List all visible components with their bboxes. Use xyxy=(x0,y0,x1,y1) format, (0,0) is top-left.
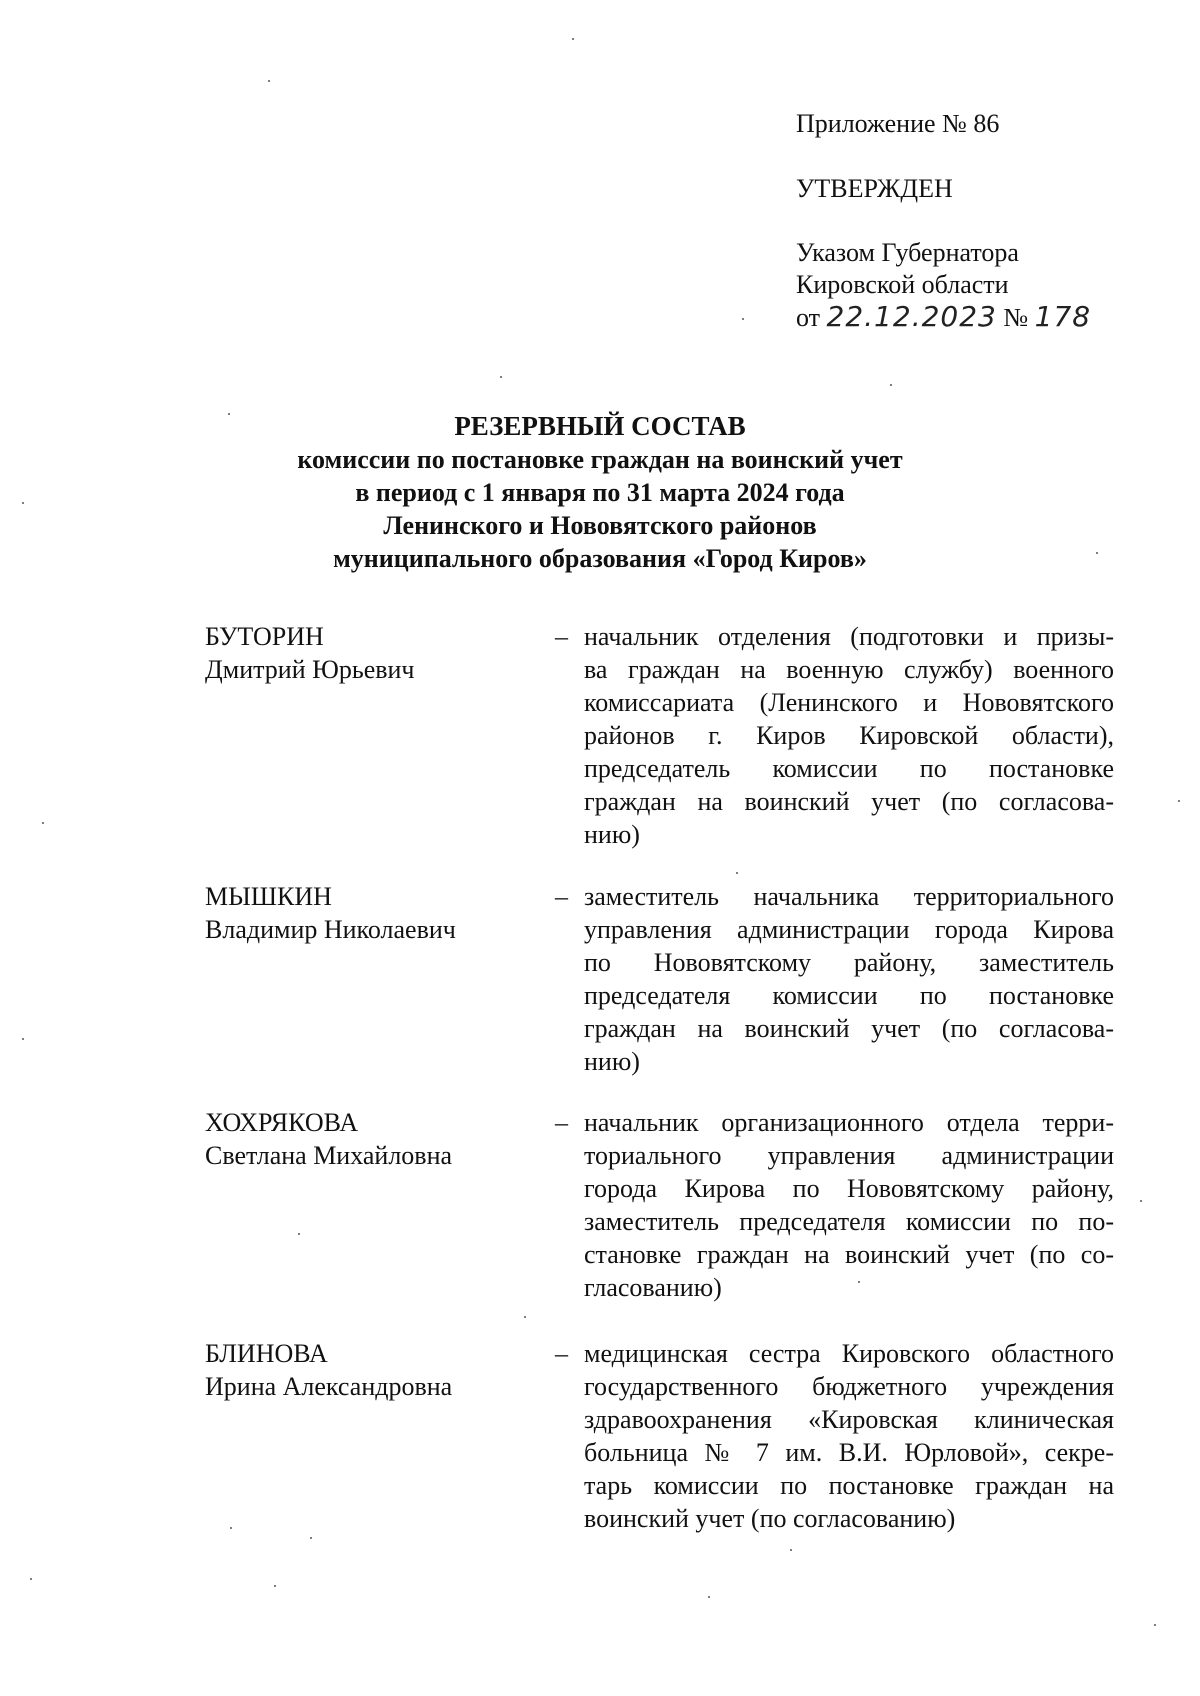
role-line: нию) xyxy=(584,820,640,849)
scan-speck xyxy=(790,1549,792,1551)
decree-date: 22.12.2023 xyxy=(826,300,997,333)
scan-speck xyxy=(708,1596,710,1598)
scan-speck xyxy=(572,38,574,40)
role-line: граждан на воинский учет (по согласова- xyxy=(584,1014,1114,1043)
decree-line-1: Указом Губернатора xyxy=(796,238,1019,267)
scan-speck xyxy=(1096,552,1098,554)
member-surname: ХОХРЯКОВА xyxy=(205,1108,359,1137)
number-prefix: № xyxy=(1003,303,1029,332)
dash: – xyxy=(555,1339,568,1368)
dash: – xyxy=(555,882,568,911)
role-line: нию) xyxy=(584,1047,640,1076)
role-line: по Нововятскому району, заместитель xyxy=(584,948,1114,977)
scan-speck xyxy=(1154,1624,1156,1626)
scan-speck xyxy=(42,822,44,824)
role-line: заместитель председателя комиссии по по- xyxy=(584,1207,1114,1236)
decree-date-line xyxy=(796,301,1156,334)
scan-speck xyxy=(298,1233,300,1235)
appendix-number: Приложение № 86 xyxy=(796,109,1000,138)
role-line: тарь комиссии по постановке граждан на xyxy=(584,1471,1114,1500)
role-line: ториального управления администрации xyxy=(584,1141,1114,1170)
document-title xyxy=(0,410,1200,575)
scan-speck xyxy=(30,1578,32,1580)
role-line: председатель комиссии по постановке xyxy=(584,754,1114,783)
member-role xyxy=(584,1106,1114,1304)
scan-speck xyxy=(274,1585,276,1587)
role-line: больница № 7 им. В.И. Юрловой», секре- xyxy=(584,1438,1114,1467)
role-line: управления администрации города Кирова xyxy=(584,915,1114,944)
dash: – xyxy=(555,622,568,651)
member-given-name: Светлана Михайловна xyxy=(205,1141,453,1170)
scan-speck xyxy=(230,1527,232,1529)
title-line-1: РЕЗЕРВНЫЙ СОСТАВ xyxy=(454,411,746,441)
title-line-4: Ленинского и Нововятского районов xyxy=(383,511,817,540)
scan-speck xyxy=(1178,800,1180,802)
member-role xyxy=(584,620,1114,851)
title-line-5: муниципального образования «Город Киров» xyxy=(333,544,867,573)
scan-speck xyxy=(858,1281,860,1283)
decree-line-2: Кировской области xyxy=(796,270,1009,299)
date-prefix: от xyxy=(796,303,821,332)
scan-speck xyxy=(524,1316,526,1318)
member-role xyxy=(584,880,1114,1078)
member-surname: БУТОРИН xyxy=(205,622,324,651)
member-surname: МЫШКИН xyxy=(205,882,332,911)
role-line: граждан на воинский учет (по согласова- xyxy=(584,787,1114,816)
scan-speck xyxy=(890,384,892,386)
member-given-name: Владимир Николаевич xyxy=(205,915,456,944)
scan-speck xyxy=(310,1537,312,1539)
member-name xyxy=(205,620,535,686)
scan-speck xyxy=(1140,1200,1142,1202)
decree-number: 178 xyxy=(1034,300,1092,333)
role-line: здравоохранения «Кировская клиническая xyxy=(584,1405,1114,1434)
title-line-3: в период с 1 января по 31 марта 2024 года xyxy=(355,478,845,507)
approved-label: УТВЕРЖДЕН xyxy=(796,174,953,203)
role-line: становке граждан на воинский учет (по со- xyxy=(584,1240,1114,1269)
member-surname: БЛИНОВА xyxy=(205,1339,328,1368)
scan-speck xyxy=(22,502,24,504)
role-line: председателя комиссии по постановке xyxy=(584,981,1114,1010)
approval-block xyxy=(796,108,1156,334)
member-role xyxy=(584,1337,1114,1535)
role-line: районов г. Киров Кировской области), xyxy=(584,721,1114,750)
scan-speck xyxy=(228,413,230,415)
role-line: комиссариата (Ленинского и Нововятского xyxy=(584,688,1114,717)
scan-speck xyxy=(742,318,744,320)
member-name xyxy=(205,1106,535,1172)
role-line: ва граждан на военную службу) военного xyxy=(584,655,1114,684)
member-given-name: Дмитрий Юрьевич xyxy=(205,655,415,684)
scan-speck xyxy=(736,872,738,874)
scan-speck xyxy=(500,376,502,378)
member-given-name: Ирина Александровна xyxy=(205,1372,453,1401)
member-name xyxy=(205,1337,535,1403)
title-line-2: комиссии по постановке граждан на воинский учет xyxy=(297,445,903,474)
role-line: гласованию) xyxy=(584,1273,722,1302)
role-line: начальник отделения (подготовки и призы- xyxy=(584,622,1114,651)
role-line: государственного бюджетного учреждения xyxy=(584,1372,1114,1401)
role-line: начальник организационного отдела терри- xyxy=(584,1108,1114,1137)
role-line: воинский учет (по согласованию) xyxy=(584,1504,956,1533)
role-line: города Кирова по Нововятскому району, xyxy=(584,1174,1114,1203)
scan-speck xyxy=(268,80,270,82)
role-line: заместитель начальника территориального xyxy=(584,882,1114,911)
member-name xyxy=(205,880,535,946)
dash: – xyxy=(555,1108,568,1137)
role-line: медицинская сестра Кировского областного xyxy=(584,1339,1114,1368)
scan-speck xyxy=(22,1038,24,1040)
